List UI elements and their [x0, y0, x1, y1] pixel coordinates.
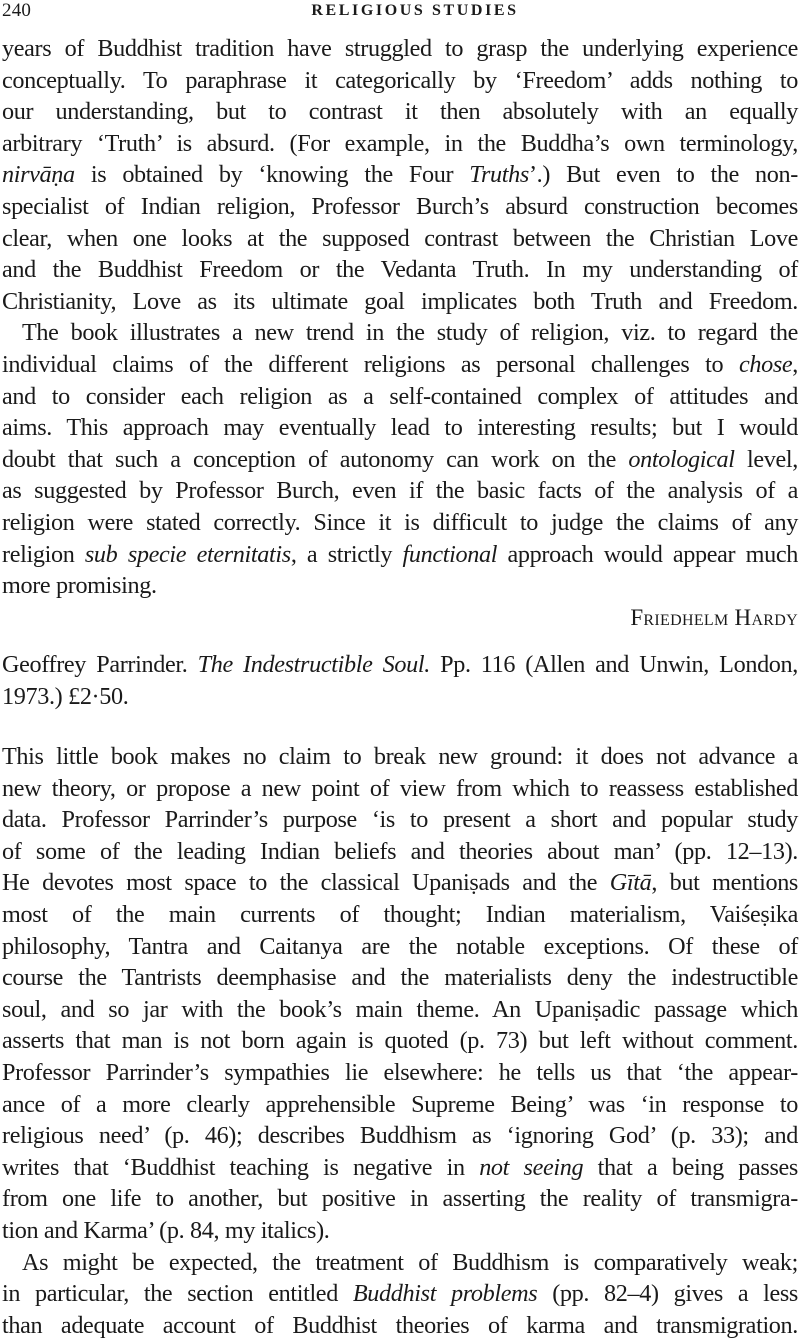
text-line: [2, 1184, 798, 1214]
text-run: doubt that such a conception of autonomy can work on the: [2, 445, 629, 473]
text-run: religion: [2, 540, 85, 568]
text-run: soul, and so jar with the book’s main theme. An Upaniṣadic passage which: [2, 995, 798, 1023]
text-line: [2, 1153, 798, 1183]
page-number: 240: [2, 0, 32, 21]
italic-term: Truths: [469, 161, 529, 189]
text-run: ,: [792, 351, 798, 378]
text-line: [2, 995, 798, 1025]
text-run: aims. This approach may eventually lead to interesting results; but I would: [2, 414, 798, 442]
text-run: This little book makes no claim to break new ground: it does not advance a: [2, 743, 798, 770]
text-run: religious need’ (p. 46); describes Buddhism as ‘ignoring God’ (p. 33); and: [2, 1122, 798, 1150]
italic-term: functional: [402, 540, 498, 568]
italic-term: sub specie eternitatis: [84, 540, 291, 568]
text-line: [2, 382, 798, 412]
citation-line: [2, 650, 798, 680]
text-line: [2, 1090, 798, 1120]
italic-term: not seeing: [479, 1153, 584, 1181]
italic-term: Gītā: [609, 869, 652, 897]
text-run: more promising.: [2, 572, 157, 600]
citation-details: Pp. 116 (Allen and Unwin, London,: [440, 651, 798, 678]
text-run: arbitrary ‘Truth’ is absurd. (For example, in the Buddha’s own terminology,: [2, 129, 798, 157]
text-line: [2, 508, 798, 538]
text-run: individual claims of the different religions as personal challenges to: [2, 351, 739, 378]
text-line: [2, 350, 798, 380]
text-line: [2, 34, 798, 64]
text-line: [2, 900, 798, 930]
text-run: He devotes most space to the classical Upaniṣads and the: [2, 869, 610, 897]
text-line: [2, 1216, 798, 1246]
text-line: [2, 1121, 798, 1151]
text-run: as suggested by Professor Burch, even if the basic facts of the analysis of a: [2, 477, 798, 505]
text-run: approach would appear much: [497, 540, 799, 568]
text-line: [2, 932, 798, 962]
text-line: [2, 192, 798, 222]
reviewer-signature: Friedhelm Hardy: [630, 604, 798, 630]
text-run: data. Professor Parrinder’s purpose ‘is to present a short and popular study: [2, 806, 798, 834]
text-line: [2, 963, 798, 993]
text-run: and to consider each religion as a self-contained complex of attitudes and: [2, 382, 798, 410]
italic-term: Buddhist problems: [352, 1280, 538, 1308]
text-run: Professor Parrinder’s sympathies lie elsewhere: he tells us that ‘the appear-: [2, 1059, 798, 1086]
text-run: years of Buddhist tradition have struggled to grasp the underlying experience: [2, 35, 798, 62]
text-run: ance of a more clearly apprehensible Supreme Being’ was ‘in response to: [2, 1090, 798, 1118]
text-line: [2, 287, 798, 317]
text-run: level,: [734, 445, 799, 473]
text-run: (pp. 82–4) gives a less: [537, 1280, 798, 1308]
text-run: writes that ‘Buddhist teaching is negative in: [2, 1153, 480, 1181]
text-run: clear, when one looks at the supposed contrast between the Christian Love: [2, 224, 798, 252]
text-run: from one life to another, but positive in asserting the reality of transmigra-: [2, 1185, 798, 1213]
citation-details: 1973.) £2·50.: [2, 683, 129, 710]
text-run: that a being passes: [583, 1153, 798, 1181]
text-run: The book illustrates a new trend in the study of religion, viz. to regard the: [22, 319, 798, 347]
text-run: As might be expected, the treatment of Buddhism is comparatively weak;: [22, 1248, 798, 1276]
text-run: and the Buddhist Freedom or the Vedanta Truth. In my understanding of: [2, 256, 798, 284]
text-line: [22, 1248, 798, 1278]
text-line: [2, 742, 798, 772]
text-run: , but mentions: [651, 869, 798, 897]
text-run: new theory, or propose a new point of view from which to reassess established: [2, 774, 798, 802]
text-line: [2, 837, 798, 867]
text-run: religion were stated correctly. Since it is difficult to judge the claims of any: [2, 509, 798, 536]
italic-term: nirvāṇa: [2, 161, 75, 189]
text-line: [2, 476, 798, 506]
text-line: [22, 318, 798, 348]
text-line: [2, 540, 798, 570]
text-line: [2, 1279, 798, 1309]
text-line: [2, 1058, 798, 1088]
text-line: [2, 224, 798, 254]
text-line: [2, 66, 798, 96]
text-run: our understanding, but to contrast it then absolutely with an equally: [2, 98, 798, 126]
text-line: [2, 413, 798, 443]
text-run: specialist of Indian religion, Professor Burch’s absurd construction becomes: [2, 193, 798, 220]
italic-term: chose: [738, 351, 793, 378]
text-run: conceptually. To paraphrase it categorically by ‘Freedom’ adds nothing to: [2, 66, 798, 94]
text-line: [2, 129, 798, 159]
running-head: [0, 0, 800, 24]
text-line: [2, 774, 798, 804]
text-line: [2, 868, 798, 898]
text-run: ’.) But even to the non-: [528, 161, 798, 189]
text-line: [2, 1026, 798, 1056]
text-run: course the Tantrists deemphasise and the materialists deny the indestructible: [2, 964, 798, 992]
text-run: philosophy, Tantra and Caitanya are the notable exceptions. Of these of: [2, 932, 798, 960]
citation-author: Geoffrey Parrinder.: [2, 651, 188, 678]
text-run: in particular, the section entitled: [2, 1280, 353, 1308]
text-run: most of the main currents of thought; Indian materialism, Vaiśeṣika: [2, 901, 798, 928]
text-run: tion and Karma’ (p. 84, my italics).: [2, 1217, 330, 1244]
citation-line: [2, 682, 798, 712]
text-run: is obtained by ‘knowing the Four: [74, 161, 470, 189]
text-line: [2, 1311, 798, 1341]
text-run: asserts that man is not born again is quoted (p. 73) but left without comment.: [2, 1027, 798, 1055]
text-line: [2, 445, 798, 475]
text-run: than adequate account of Buddhist theories of karma and transmigration.: [2, 1311, 798, 1339]
text-line: [2, 160, 798, 190]
text-run: Christianity, Love as its ultimate goal implicates both Truth and Freedom.: [2, 287, 798, 315]
italic-term: ontological: [628, 445, 735, 473]
text-line: [2, 805, 798, 835]
journal-title: RELIGIOUS STUDIES: [311, 2, 519, 19]
text-line: [2, 97, 798, 127]
text-line: [2, 571, 798, 601]
text-run: , a strictly: [290, 540, 403, 568]
text-run: of some of the leading Indian beliefs and theories about man’ (pp. 12–13).: [2, 837, 798, 865]
text-line: [2, 255, 798, 285]
citation-title: The Indestructible Soul.: [197, 651, 430, 678]
